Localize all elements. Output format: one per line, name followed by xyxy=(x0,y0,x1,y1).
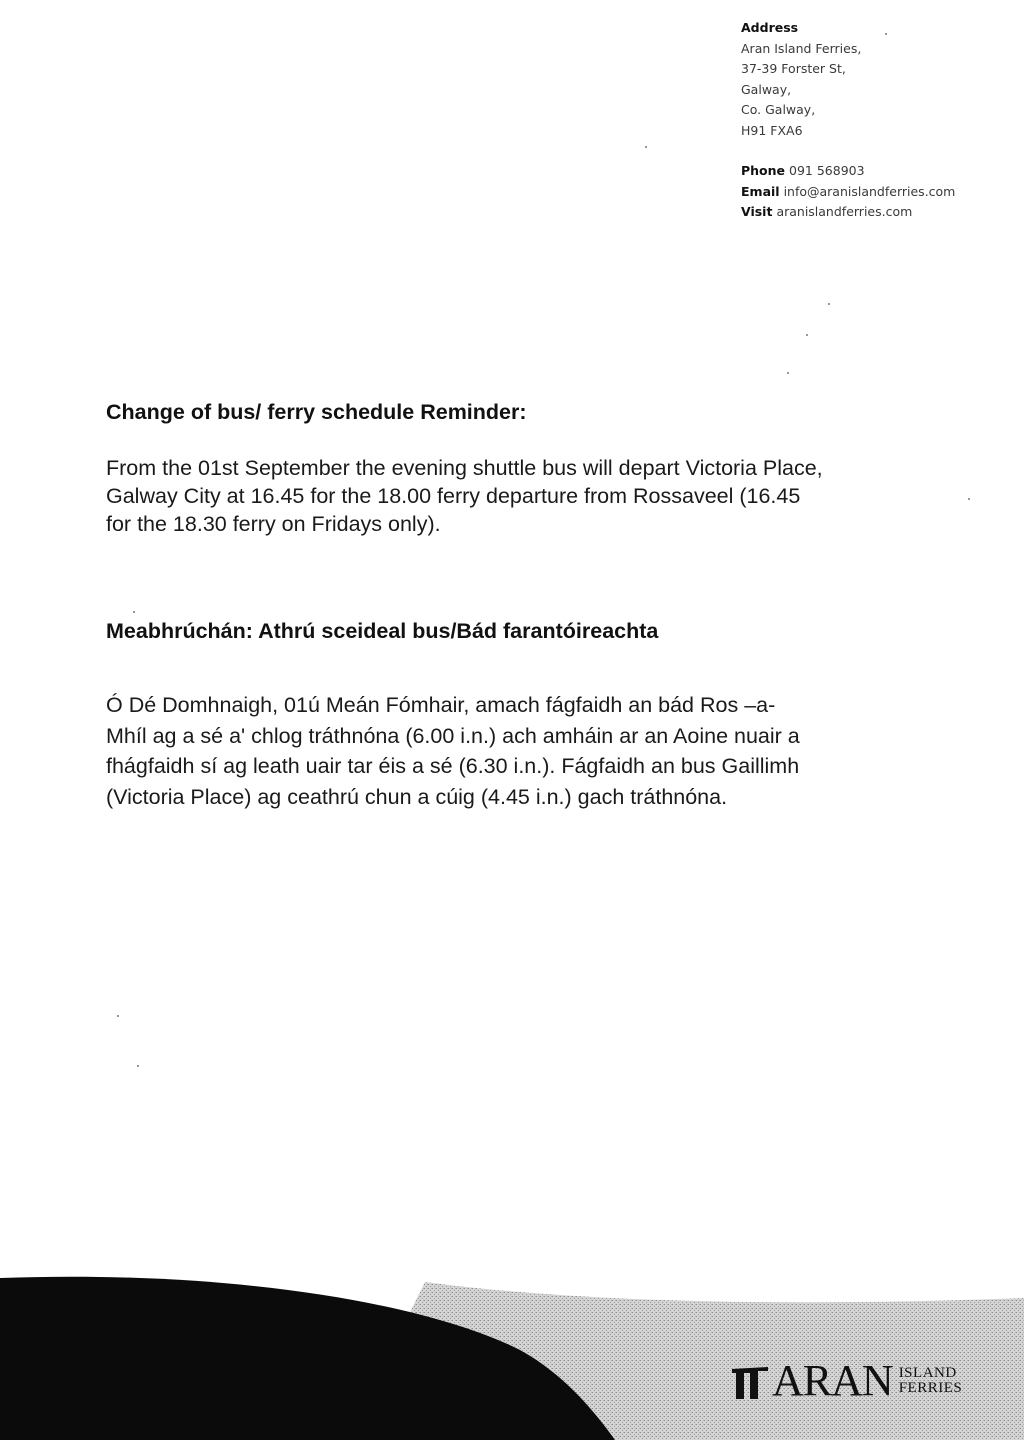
address-line: Aran Island Ferries, xyxy=(741,40,862,56)
logo-brand: ARAN xyxy=(772,1356,893,1405)
irish-line: Mhíl ag a sé a' chlog tráthnóna (6.00 i.n.) ach amháin ar an Aoine nuair a xyxy=(106,723,800,748)
visit-row xyxy=(741,202,1011,223)
scan-speck xyxy=(787,372,789,374)
address-line: Co. Galway, xyxy=(741,102,816,117)
address-line: Galway, xyxy=(741,81,792,97)
logo-subtext xyxy=(899,1366,963,1396)
english-line: From the 01st September the evening shuttle bus will depart Victoria Place, xyxy=(106,456,823,480)
footer-wave-art xyxy=(0,1260,1024,1440)
email-row xyxy=(741,182,1011,203)
english-paragraph xyxy=(106,454,926,538)
irish-line: fhágfaidh sí ag leath uair tar éis a sé (6.30 i.n.). Fágfaidh an bus Gaillimh xyxy=(106,754,800,778)
phone-number: 091 568903 xyxy=(789,163,865,178)
english-line: for the 18.30 ferry on Fridays only). xyxy=(106,512,441,536)
phone-label: Phone xyxy=(741,163,786,178)
scan-speck xyxy=(968,498,970,500)
address-label: Address xyxy=(741,20,799,35)
irish-line: (Victoria Place) ag ceathrú chun a cúig (4.45 i.n.) gach tráthnóna. xyxy=(106,784,728,809)
english-line: Galway City at 16.45 for the 18.00 ferry departure from Rossaveel (16.45 xyxy=(106,484,801,508)
aran-logo xyxy=(728,1356,962,1406)
logo-sub-top: ISLAND xyxy=(898,1365,957,1381)
logo-sub-bottom: FERRIES xyxy=(898,1380,963,1396)
irish-paragraph xyxy=(106,690,926,812)
scan-speck xyxy=(885,33,887,35)
visit-label: Visit xyxy=(741,204,773,219)
address-line: 37-39 Forster St, xyxy=(741,61,846,76)
website: aranislandferries.com xyxy=(776,204,913,219)
contact-block xyxy=(741,18,1011,223)
spacer xyxy=(741,141,1011,161)
email-label: Email xyxy=(741,183,780,199)
scan-speck xyxy=(117,1015,119,1017)
email-address: info@aranislandferries.com xyxy=(783,183,956,199)
scan-speck xyxy=(133,611,135,613)
phone-row xyxy=(741,161,1011,182)
irish-heading: Meabhrúchán: Athrú sceideal bus/Bád farantóireachta xyxy=(106,619,659,643)
scan-speck xyxy=(137,1065,139,1067)
address-line: H91 FXA6 xyxy=(741,122,803,138)
castle-icon xyxy=(728,1361,772,1401)
irish-line: Ó Dé Domhnaigh, 01ú Meán Fómhair, amach fágfaidh an bád Ros –a- xyxy=(106,693,776,717)
scan-speck xyxy=(645,146,647,148)
scan-speck xyxy=(806,334,808,336)
scan-speck xyxy=(828,303,830,305)
english-heading: Change of bus/ ferry schedule Reminder: xyxy=(106,400,527,424)
